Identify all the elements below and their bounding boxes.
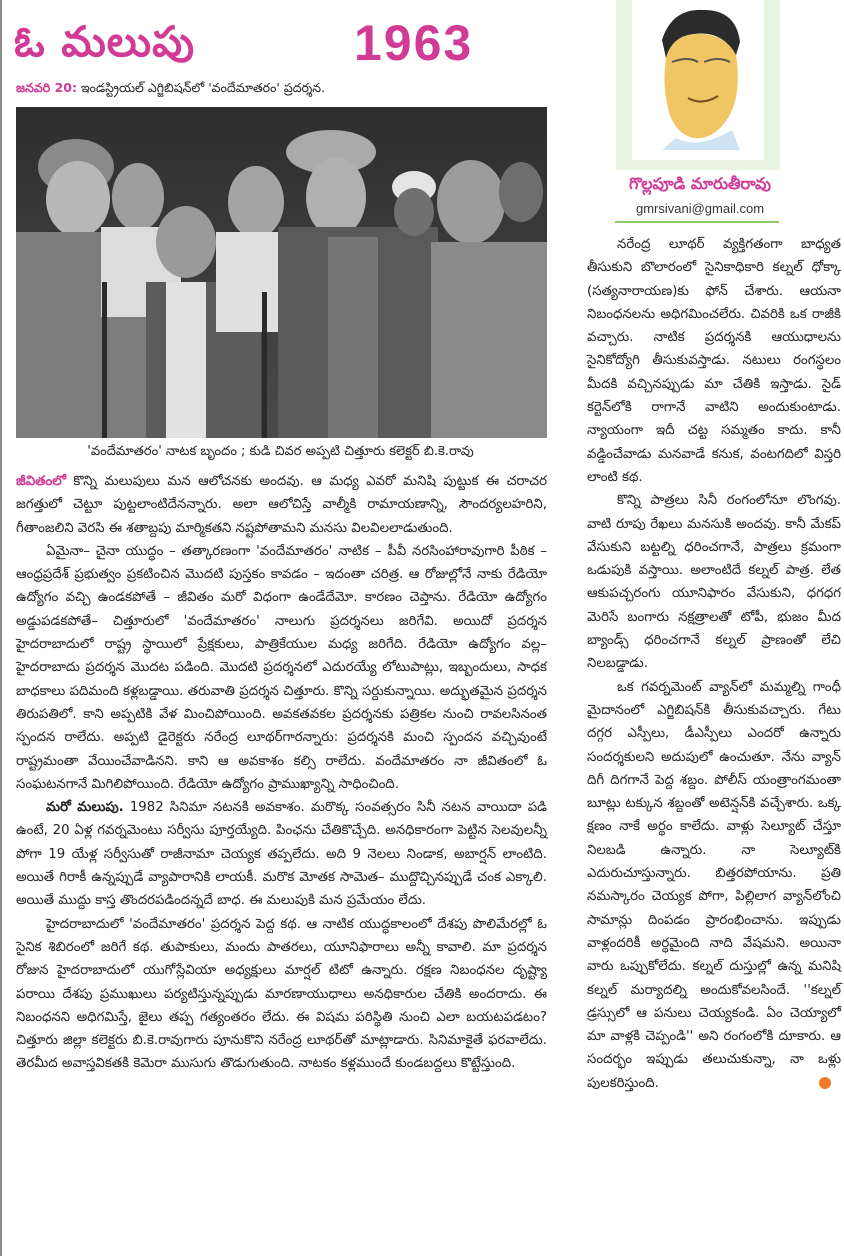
article-paragraph: హైదరాబాదులో 'వందేమాతరం' ప్రదర్శన పెద్ద కథ. ఆ నాటిక యుద్ధకాలంలో దేశపు పొలిమేరల్లో ఓ సైనిక శిబిరంలో జరిగే కథ. తుపాకులు, మందు పాతరలు, యూనిఫారాలు అన్నీ కావాలి. మా ప్రదర్శన రోజున హైదరాబాదులో యుగోస్లేవియా అధ్యక్షులు మార్షల్ టిటో ఉన్నారు. రక్షణ నిబంధనల దృష్ట్యా పరాయి దేశపు ప్రముఖులు పర్యటిస్తున్నప్పుడు మారణాయుధాలు అనధికారుల చేతికి అందరాదు. ఈ నిబంధనని అధిగమిస్తే, జైలు తప్ప గత్యంతరం లేదు. ఈ విషమ పరిస్థితి నుంచి ఎలా బయటపడటం? చిత్తూరు జిల్లా కలెక్టరు బి.కె.రావుగారు పూనుకొని నరేంద్ర లూథర్‌తో మాట్లాడారు. సినిమాకైతే ఫరవాలేదు. తెరమీద అవాస్తవికతకి కెమెరా ముసుగు తొడుగుతుంది. నాటకం కళ్లముందే కుండబద్దలు కొట్టేస్తుంది.: [16, 916, 547, 1072]
article-paragraph: [16, 796, 547, 912]
author-name: గొల్లపూడి మారుతీరావు: [629, 174, 771, 193]
article-body: [16, 470, 547, 1076]
author-portrait-frame: [616, 0, 780, 170]
paragraph-text: కొన్ని మలుపులు మన ఆలోచనకు అందవు. ఆ మధ్య ఎవరో మనిషి పుట్టుక ఈ చరాచర జగత్తులో చెట్టూ పుట్టలాంటిదేనన్నారు. అలా ఆలోచిస్తే వాల్మీకి రామాయణాన్ని, సౌందర్యలహరిని, గీతాంజలిని వెరసి ఈ శతాబ్దపు మార్మికతని నష్టపోతామని మనసు విలవిలలాడుతుంది.: [16, 474, 547, 536]
end-mark-icon: [819, 1077, 831, 1089]
dateline: [16, 80, 325, 99]
author-sketch-image: [632, 0, 764, 160]
year-label: 1963: [354, 15, 474, 71]
article-body-continued: [587, 233, 841, 1095]
article-paragraph: [587, 676, 841, 1095]
paragraph-text: ఒక గవర్నమెంట్ వ్యాన్‌లో మమ్మల్ని గాంధీ మైదానంలో ఎగ్జిబిషన్‌కి తీసుకువచ్చారు. గేటు దగ్గర ఎస్పీలు, డీఎస్పీలు ఎందరో ఉన్నారు సందర్శకులని అదుపులో ఉంచుతూ. నేను వ్యాన్ దిగీ దిగగానే పెద్ద శబ్దం. పోలీస్ యంత్రాంగమంతా బూట్లు టక్కున శబ్దంతో అటెన్షన్‌కి వచ్చేశారు. ఒక్క క్షణం నాకే అర్థం కాలేదు. వాళ్లు సెల్యూట్ చేస్తూ నిలబడి ఉన్నారు. నా సెల్యూట్‌కి ఎదురుచూస్తున్నారు. బిత్తరపోయాను. ప్రతి నమస్కారం చెయ్యక పోగా, పిల్లిలాగ వ్యాన్‌లోంచి సామాన్లు దింపడం ప్రారంభించాను. ఇప్పుడు వాళ్లందరికీ అర్థమైంది నాది వేషమని. అయినా వారు ఒప్పుకోలేదు. కల్నల్ దుస్తుల్లో ఉన్న మనిషి కల్నల్ మర్యాదల్ని అందుకోవలసిందే. ''కల్నల్ డ్రస్సులో ఆ పనులు చెయ్యకండి. ఏం చెయ్యాలో మా వాళ్లకి చెప్పండి'' అని రంగంలోకి దూకారు. ఆ సందర్భం ఇప్పుడు తలుచుకున్నా, నా ఒళ్లు పులకరిస్తుంది.: [587, 679, 841, 1091]
article-paragraph: నరేంద్ర లూథర్ వ్యక్తిగతంగా బాధ్యత తీసుకుని బొలారంలో సైనికాధికారి కల్నల్ ధోక్కా (సత్యనారాయణ)కు ఫోన్ చేశారు. ఆయనా నిబంధనలను అధిగమించలేరు. చివరికి ఒక రాజీకి వచ్చారు. నాటిక ప్రదర్శనకి ఆయుధాలను సైనికోద్యోగి తీసుకువస్తాడు. నటులు రంగస్థలం మీదకి వచ్చినప్పుడు మా చేతికి ఇస్తాడు. సైడ్ కర్టెన్‌లోకి రాగానే వాటిని అందుకుంటాడు. న్యాయంగా ఇదీ చట్ట సమ్మతం కాదు. కానీ వడ్డించేవాడు మనవాడే కనుక, వంటగదిలో విస్తరి లాంటి కథ.: [587, 237, 841, 485]
author-email[interactable]: gmrsivani@gmail.com: [635, 201, 765, 216]
divider: [615, 221, 779, 223]
paragraph-text: 1982 సినిమా నటనకి అవకాశం. మరొక్క సంవత్సరం సినీ నటన వాయిదా పడి ఉంటే, 20 ఏళ్ల గవర్నమెంటు సర్వీసు పూర్తయ్యేది. పింఛను చేతికొచ్చేది. అనధికారంగా పెట్టిన సెలవులన్నీ పోగా 19 యేళ్ల సర్వీసుతో రాజీనామా చెయ్యక తప్పలేదు. అది 9 నెలలు నిండాక, అబార్షన్ లాంటిది. అయితే గిరాకీ ఉన్నప్పుడే వ్యాపారానికి లాయకీ. మరొక మోతక సామెత– ముద్దొచ్చినప్పుడే చంక ఎక్కాలి. అయితే ముద్దు కాస్త తొందరపడిందన్నదే బాధ. ఈ మలుపుకి మన ప్రమేయం లేదు.: [16, 800, 548, 909]
article-paragraph: [16, 470, 547, 540]
page-left-border: [0, 0, 2, 1256]
paragraph-lead: మరో మలుపు.: [46, 800, 124, 816]
paragraph-lead: జీవితంలో: [16, 474, 66, 489]
author-portrait: [632, 0, 764, 160]
column-title: ఓ మలుపు: [14, 17, 195, 66]
masthead: [14, 14, 547, 74]
photo-caption: 'వందేమాతరం' నాటక బృందం ; కుడి చివర అప్పటి చిత్తూరు కలెక్టర్ బి.కె.రావు: [87, 444, 474, 459]
article-paragraph: కొన్ని పాత్రలు సినీ రంగంలోనూ లొంగవు. వాటి రూపు రేఖలు మనసుకి అందవు. కానీ మేకప్ వేసుకుని బట్టల్ని ధరించగానే, పాత్రలు క్రమంగా ఒడుపుకి వస్తాయి. అలాంటిదే కల్నల్ పాత్ర. లేత ఆకుపచ్చరంగు యూనిఫారం వేసుకుని, ధగధగ మెరిసే బంగారు నక్షత్రాలతో టోపీ, భుజం మీద బ్యాండ్స్ ధరించగానే కల్నల్ ప్రాణంతో లేచి నిలబడ్డాడు.: [587, 493, 841, 672]
photo-image: [16, 107, 547, 438]
group-photo: [16, 107, 547, 438]
dateline-date: జనవరి 20:: [16, 80, 77, 95]
dateline-text: ఇండస్ట్రియల్ ఎగ్జిబిషన్‌లో 'వందేమాతరం' ప్రదర్శన.: [76, 80, 326, 95]
article-paragraph: ఏమైనా– చైనా యుద్ధం – తత్కారణంగా 'వందేమాతరం' నాటిక – పీవీ నరసింహారావుగారి పీఠిక – ఆంధ్రప్రదేశ్ ప్రభుత్వం ప్రకటించిన మొదటి పుస్తకం కావడం – ఇదంతా చరిత్ర. ఆ రోజుల్లోనే నాకు రేడియో ఉద్యోగం వచ్చి ఉండకపోతే – జీవితం మరో విధంగా ఉండేదేమో. కారణం చెప్తాను. రేడియో ఉద్యోగం అడ్డుపడకపోతే– చిత్తూరులో 'వందేమాతరం' నాలుగు ప్రదర్శనలు జరిగేవి. అయిదో ప్రదర్శన హైదరాబాదులో రాష్ట్ర స్థాయిలో ప్రేక్షకులు, పాత్రికేయుల మధ్య జరిగేది. రేడియో ఉద్యోగం వల్ల– హైదరాబాదు ప్రదర్శన మొదట పడింది. మొదటి ప్రదర్శనలో ఎదురయ్యే లోటుపాట్లు, ఇబ్బందులు, సాధక బాధకాలు పదిమంది కళ్లబడ్డాయి. తరువాతి ప్రదర్శన చిత్తూరు. కొన్ని సర్దుకున్నాయి. అద్భుతమైన ప్రదర్శన తిరుపతిలో. కాని అప్పటికి వేళ మించిపోయింది. అవకతవకల ప్రదర్శనకు పత్రికల నుంచి రావలసినంత స్పందన రాలేదు. అప్పటి డైరెక్టరు నరేంద్ర లూథర్‌గారన్నారు: ప్రదర్శనకి మంచి స్పందన వచ్చివుంటే రాష్ట్రమంతా వేయించేవాడినని. కాని ఆ అవకాశం కల్సి రాలేదు. వందేమాతరం నా జీవితంలో ఓ సంఘటనగానే మిగిలిపోయింది. రేడియో ఉద్యోగం ప్రాముఖ్యాన్ని సాధించింది.: [16, 543, 547, 792]
